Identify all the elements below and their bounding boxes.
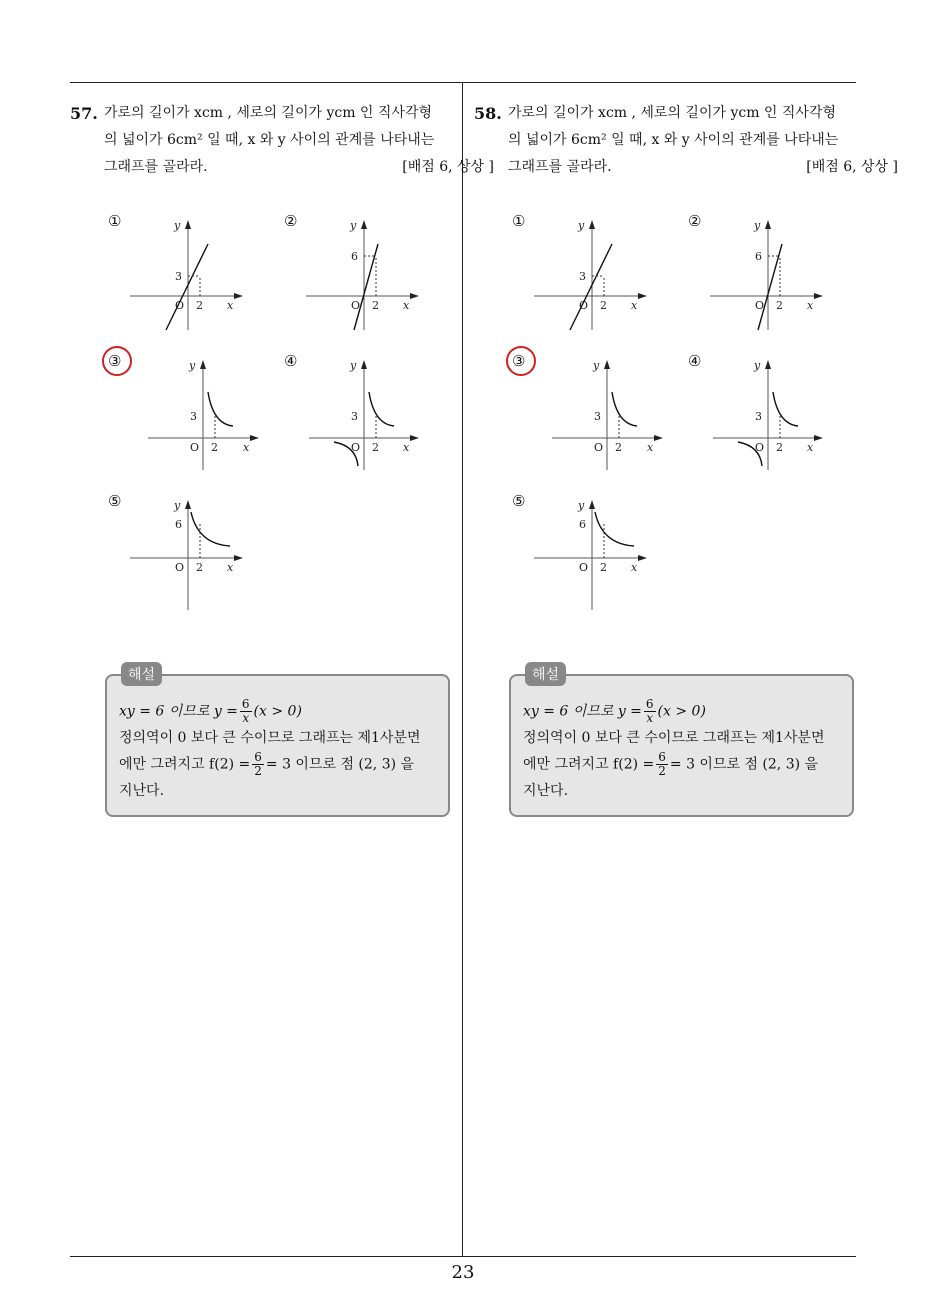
question-number: 58. [474, 104, 502, 123]
x-tick-2: 2 [196, 561, 203, 574]
solution-domain: (x > 0) [657, 703, 706, 720]
choice-number: ② [284, 212, 298, 230]
origin-label: O [594, 441, 604, 454]
choice-graph [128, 358, 258, 478]
question-line-3: 그래프를 골라라. [508, 159, 612, 175]
x-tick-2: 2 [600, 561, 607, 574]
solution-line-4: 지난다. [523, 783, 569, 799]
x-axis-arrow-icon [638, 293, 647, 299]
y-tick-3: 3 [594, 410, 601, 423]
x-tick-2: 2 [372, 441, 379, 454]
choice-graph [128, 218, 258, 338]
y-axis-label: y [754, 359, 761, 372]
x-axis-label: x [227, 561, 234, 574]
solution-line-2: 정의역이 0 보다 큰 수이므로 그래프는 제1사분면 [523, 730, 825, 746]
origin-label: O [351, 441, 361, 454]
y-axis-arrow-icon [589, 220, 595, 229]
solution-line-3: 에만 그려지고 f(2) = [523, 756, 655, 773]
fraction-6-over-2: $\frac{6}{2}$ [254, 750, 262, 778]
x-axis-label: x [403, 441, 410, 454]
top-rule [70, 82, 856, 83]
solution-body [523, 698, 842, 804]
question-line-1: 가로의 길이가 xcm , 세로의 길이가 ycm 인 직사각형 [508, 105, 836, 121]
x-axis-label: x [647, 441, 654, 454]
hyperbola-branch [369, 392, 394, 426]
choice-graph [532, 498, 662, 618]
choice-graph [708, 218, 838, 338]
hyperbola-branch [773, 392, 798, 426]
solution-domain: (x > 0) [253, 703, 302, 720]
x-tick-2: 2 [776, 299, 783, 312]
y-axis-arrow-icon [604, 360, 610, 369]
answer-choice-2[interactable] [284, 212, 424, 352]
x-axis-label: x [807, 441, 814, 454]
choice-number: ④ [688, 352, 702, 370]
answer-choice-2[interactable] [688, 212, 828, 352]
x-tick-2: 2 [600, 299, 607, 312]
question-57-text [70, 100, 494, 181]
score-label: [배점 6, 상상 ] [402, 159, 494, 175]
solution-line-3: 에만 그려지고 f(2) = [119, 756, 251, 773]
answer-choice-1[interactable] [108, 212, 248, 352]
origin-label: O [755, 441, 765, 454]
choice-graph [304, 218, 434, 338]
question-line-1: 가로의 길이가 xcm , 세로의 길이가 ycm 인 직사각형 [104, 105, 432, 121]
linear-graph-line [166, 244, 208, 330]
bottom-rule [70, 1256, 856, 1257]
origin-label: O [351, 299, 361, 312]
center-divider [462, 82, 463, 1256]
choice-number: ① [512, 212, 526, 230]
decreasing-curve [191, 512, 230, 546]
y-axis-arrow-icon [185, 500, 191, 509]
x-axis-label: x [403, 299, 410, 312]
origin-label: O [190, 441, 200, 454]
choice-number: ② [688, 212, 702, 230]
solution-body [119, 698, 438, 804]
choice-graph [532, 218, 662, 338]
y-axis-arrow-icon [361, 360, 367, 369]
question-line-3: 그래프를 골라라. [104, 159, 208, 175]
choice-number: ⑤ [108, 492, 122, 510]
x-axis-label: x [631, 299, 638, 312]
y-axis-label: y [189, 359, 196, 372]
y-tick-3: 3 [579, 270, 586, 283]
x-axis-label: x [807, 299, 814, 312]
x-tick-2: 2 [615, 441, 622, 454]
x-axis-arrow-icon [410, 435, 419, 441]
solution-box-58 [509, 667, 854, 817]
y-axis-label: y [578, 499, 585, 512]
x-axis-arrow-icon [814, 435, 823, 441]
y-axis-arrow-icon [765, 220, 771, 229]
solution-line-4: 지난다. [119, 783, 165, 799]
y-axis-label: y [578, 219, 585, 232]
solution-box-57 [105, 667, 450, 817]
y-tick-6: 6 [755, 250, 762, 263]
y-axis-label: y [174, 499, 181, 512]
y-axis-arrow-icon [185, 220, 191, 229]
choice-graph [708, 358, 838, 478]
origin-label: O [175, 299, 185, 312]
hyperbola-branch [208, 392, 233, 426]
choice-graph [304, 358, 434, 478]
choice-graph [532, 358, 662, 478]
x-tick-2: 2 [372, 299, 379, 312]
origin-label: O [755, 299, 765, 312]
choice-number: ③ [108, 352, 122, 370]
x-axis-arrow-icon [814, 293, 823, 299]
solution-tag: 해설 [121, 662, 162, 686]
solution-line-1: xy = 6 이므로 y = [523, 703, 642, 720]
x-axis-arrow-icon [234, 555, 243, 561]
answer-choice-5[interactable] [512, 492, 652, 632]
answer-choice-1[interactable] [512, 212, 652, 352]
question-line-2: 의 넓이가 6cm² 일 때, x 와 y 사이의 관계를 나타내는 [104, 132, 435, 148]
y-tick-3: 3 [190, 410, 197, 423]
y-axis-arrow-icon [765, 360, 771, 369]
y-tick-6: 6 [175, 518, 182, 531]
linear-graph-line [570, 244, 612, 330]
x-tick-2: 2 [211, 441, 218, 454]
solution-line-2: 정의역이 0 보다 큰 수이므로 그래프는 제1사분면 [119, 730, 421, 746]
solution-line-3-suffix: = 3 이므로 점 (2, 3) 을 [265, 756, 415, 773]
solution-line-3-suffix: = 3 이므로 점 (2, 3) 을 [669, 756, 819, 773]
question-number: 57. [70, 104, 98, 123]
y-axis-label: y [350, 219, 357, 232]
answer-choice-3[interactable] [108, 352, 248, 492]
y-tick-3: 3 [351, 410, 358, 423]
fraction-6-over-x: $\frac{6}{x}$ [645, 697, 654, 725]
x-axis-arrow-icon [638, 555, 647, 561]
y-tick-6: 6 [579, 518, 586, 531]
origin-label: O [175, 561, 185, 574]
question-58-text [474, 100, 898, 181]
x-axis-label: x [243, 441, 250, 454]
decreasing-curve [595, 512, 634, 546]
question-line-2: 의 넓이가 6cm² 일 때, x 와 y 사이의 관계를 나타내는 [508, 132, 839, 148]
answer-choice-4[interactable] [688, 352, 828, 492]
choice-number: ④ [284, 352, 298, 370]
fraction-6-over-2: $\frac{6}{2}$ [658, 750, 666, 778]
solution-tag: 해설 [525, 662, 566, 686]
x-axis-arrow-icon [410, 293, 419, 299]
x-axis-arrow-icon [234, 293, 243, 299]
y-axis-arrow-icon [361, 220, 367, 229]
y-axis-label: y [174, 219, 181, 232]
question-58-column [474, 100, 898, 181]
y-axis-label: y [593, 359, 600, 372]
origin-label: O [579, 299, 589, 312]
y-axis-arrow-icon [589, 500, 595, 509]
x-axis-label: x [227, 299, 234, 312]
x-axis-arrow-icon [654, 435, 663, 441]
y-axis-label: y [754, 219, 761, 232]
answer-choice-4[interactable] [284, 352, 424, 492]
answer-choice-3[interactable] [512, 352, 652, 492]
solution-line-1: xy = 6 이므로 y = [119, 703, 238, 720]
y-axis-label: y [350, 359, 357, 372]
fraction-6-over-x: $\frac{6}{x}$ [241, 697, 250, 725]
page-number: 23 [451, 1262, 475, 1283]
answer-choice-5[interactable] [108, 492, 248, 632]
origin-label: O [579, 561, 589, 574]
hyperbola-branch [612, 392, 637, 426]
x-tick-2: 2 [776, 441, 783, 454]
x-axis-arrow-icon [250, 435, 259, 441]
y-tick-6: 6 [351, 250, 358, 263]
question-57-column [70, 100, 494, 181]
x-axis-label: x [631, 561, 638, 574]
y-axis-arrow-icon [200, 360, 206, 369]
score-label: [배점 6, 상상 ] [806, 159, 898, 175]
y-tick-3: 3 [175, 270, 182, 283]
y-tick-3: 3 [755, 410, 762, 423]
choice-number: ③ [512, 352, 526, 370]
x-tick-2: 2 [196, 299, 203, 312]
choice-number: ⑤ [512, 492, 526, 510]
choice-graph [128, 498, 258, 618]
choice-number: ① [108, 212, 122, 230]
